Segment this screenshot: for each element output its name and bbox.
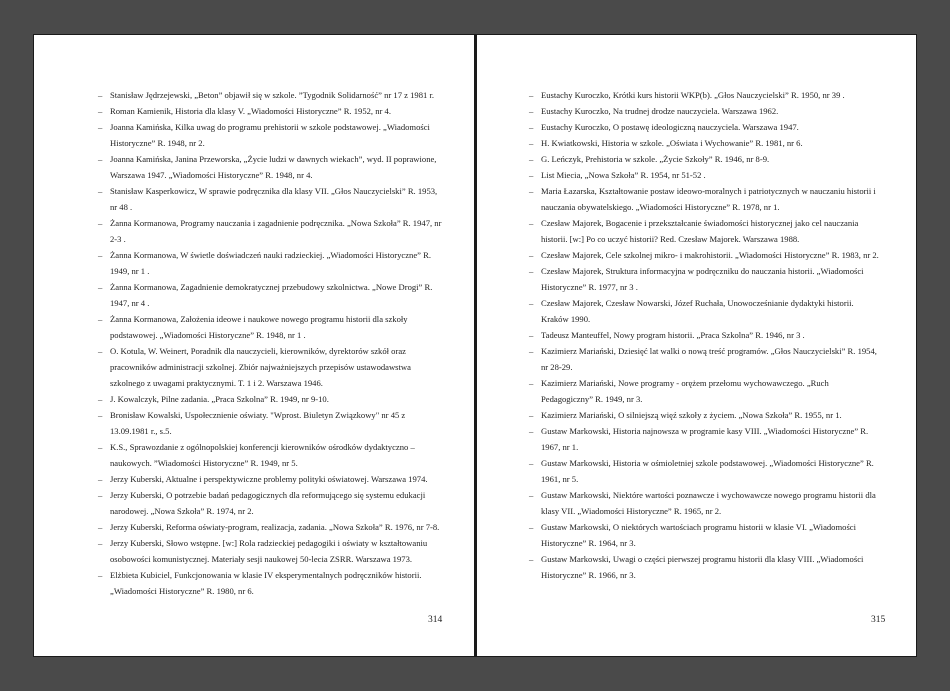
dash-bullet: –	[529, 106, 534, 116]
entry-text: Eustachy Kuroczko, Krótki kurs historii WKP(b). „Głos Nauczycielski” R. 1950, nr 39 .	[541, 90, 845, 100]
dash-bullet: –	[529, 426, 534, 436]
entry-text: O. Kotula, W. Weinert, Poradnik dla nauczycieli, kierowników, dyrektorów szkół oraz pracowników administracji szkolnej. Zbiór najważniejszych przepisów ustawodawstwa szkolnego z uwagami praktycznymi. T. 1 i 2. Warszawa 1946.	[110, 346, 411, 388]
bibliography-entry	[98, 247, 442, 279]
dash-bullet: –	[529, 170, 534, 180]
bibliography-entry	[98, 439, 442, 471]
dash-bullet: –	[529, 154, 534, 164]
entry-text: Jerzy Kuberski, O potrzebie badań pedagogicznych dla reformującego się systemu edukacji narodowej. „Nowa Szkoła” R. 1974, nr 2.	[110, 490, 426, 516]
bibliography-entry	[529, 407, 881, 423]
dash-bullet: –	[98, 394, 103, 404]
dash-bullet: –	[529, 90, 534, 100]
bibliography-entry	[98, 407, 442, 439]
bibliography-entry	[529, 551, 881, 583]
entry-text: G. Leńczyk, Prehistoria w szkole. „Życie Szkoły” R. 1946, nr 8-9.	[541, 154, 770, 164]
dash-bullet: –	[98, 154, 103, 164]
dash-bullet: –	[529, 346, 534, 356]
bibliography-entry	[529, 343, 881, 375]
dash-bullet: –	[98, 122, 103, 132]
dash-bullet: –	[529, 330, 534, 340]
bibliography-entry	[529, 487, 881, 519]
bibliography-entry	[529, 455, 881, 487]
entry-text: Joanna Kamińska, Janina Przeworska, „Życie ludzi w dawnych wiekach”, wyd. II poprawione, Warszawa 1947. „Wiadomości Historyczne” R. 1948, nr 4.	[110, 154, 437, 180]
bibliography-entry	[529, 519, 881, 551]
bibliography-entry	[98, 487, 442, 519]
dash-bullet: –	[529, 138, 534, 148]
dash-bullet: –	[529, 522, 534, 532]
dash-bullet: –	[529, 490, 534, 500]
dash-bullet: –	[98, 538, 103, 548]
entry-text: Tadeusz Manteuffel, Nowy program historii. „Praca Szkolna” R. 1946, nr 3 .	[541, 330, 805, 340]
entry-text: Gustaw Markowski, Uwagi o części pierwszej programu historii dla klasy VIII. „Wiadomości Historyczne” R. 1966, nr 3.	[541, 554, 864, 580]
entry-text: Czesław Majorek, Czesław Nowarski, Józef Ruchała, Unowocześnianie dydaktyki historii. Kraków 1990.	[541, 298, 854, 324]
bibliography-entry	[98, 183, 442, 215]
dash-bullet: –	[98, 410, 103, 420]
bibliography-entry	[98, 279, 442, 311]
bibliography-entry	[529, 295, 881, 327]
page-number-right: 315	[871, 615, 886, 625]
dash-bullet: –	[529, 122, 534, 132]
entry-text: Żanna Kormanowa, W świetle doświadczeń nauki radzieckiej. „Wiadomości Historyczne” R. 1949, nr 1 .	[110, 250, 432, 276]
dash-bullet: –	[98, 218, 103, 228]
entry-text: Kazimierz Mariański, O silniejszą więź szkoły z życiem. „Nowa Szkoła” R. 1955, nr 1.	[541, 410, 842, 420]
entry-text: Kazimierz Mariański, Nowe programy - orężem przełomu wychowawczego. „Ruch Pedagogiczny” R. 1949, nr 3.	[541, 378, 829, 404]
bibliography-entry	[98, 311, 442, 343]
bibliography-entry	[529, 183, 881, 215]
bibliography-entry	[529, 215, 881, 247]
entry-text: Kazimierz Mariański, Dziesięć lat walki o nową treść programów. „Głos Nauczycielski” R. 1954, nr 28-29.	[541, 346, 877, 372]
dash-bullet: –	[98, 90, 103, 100]
dash-bullet: –	[98, 314, 103, 324]
dash-bullet: –	[98, 442, 103, 452]
bibliography-list-left	[98, 87, 442, 599]
entry-text: Żanna Kormanowa, Założenia ideowe i naukowe nowego programu historii dla szkoły podstawowej. „Wiadomości Historyczne” R. 1948, nr 1 .	[110, 314, 408, 340]
bibliography-entry	[529, 87, 881, 103]
bibliography-entry	[98, 343, 442, 391]
entry-text: Jerzy Kuberski, Słowo wstępne. [w:] Rola radzieckiej pedagogiki i oświaty w kształtowaniu osobowości komunistycznej. Materiały sesji naukowej 50-lecia ZSRR. Warszawa 1973.	[110, 538, 428, 564]
dash-bullet: –	[529, 458, 534, 468]
entry-text: Żanna Kormanowa, Programy nauczania i zagadnienie podręcznika. „Nowa Szkoła” R. 1947, nr 2-3 .	[110, 218, 442, 244]
entry-text: List Miecia, „Nowa Szkoła” R. 1954, nr 51-52 .	[541, 170, 706, 180]
bibliography-entry	[98, 151, 442, 183]
bibliography-entry	[98, 391, 442, 407]
entry-text: Jerzy Kuberski, Aktualne i perspektywiczne problemy polityki oświatowej. Warszawa 1974.	[110, 474, 428, 484]
bibliography-entry	[98, 567, 442, 599]
entry-text: Stanisław Jędrzejewski, „Beton” objawił się w szkole. ”Tygodnik Solidarność” nr 17 z 1981 r.	[110, 90, 434, 100]
dash-bullet: –	[529, 298, 534, 308]
entry-text: Gustaw Markowski, Historia w ośmioletniej szkole podstawowej. „Wiadomości Historyczne” R. 1961, nr 5.	[541, 458, 874, 484]
bibliography-entry	[98, 87, 442, 103]
dash-bullet: –	[98, 346, 103, 356]
entry-text: Czesław Majorek, Struktura informacyjna w podręczniku do nauczania historii. „Wiadomości Historyczne” R. 1977, nr 3 .	[541, 266, 864, 292]
bibliography-list-right	[529, 87, 881, 583]
entry-text: Jerzy Kuberski, Reforma oświaty-program, realizacja, zadania. „Nowa Szkoła” R. 1976, nr 7-8.	[110, 522, 440, 532]
dash-bullet: –	[529, 250, 534, 260]
dash-bullet: –	[98, 186, 103, 196]
entry-text: Czesław Majorek, Cele szkolnej mikro- i makrohistorii. „Wiadomości Historyczne” R. 1983, nr 2.	[541, 250, 879, 260]
bibliography-entry	[529, 167, 881, 183]
dash-bullet: –	[529, 410, 534, 420]
bibliography-entry	[529, 375, 881, 407]
entry-text: Żanna Kormanowa, Zagadnienie demokratycznej przebudowy szkolnictwa. „Nowe Drogi” R. 1947, nr 4 .	[110, 282, 433, 308]
entry-text: Czesław Majorek, Bogacenie i przekształcanie świadomości historycznej jako cel nauczania historii. [w:] Po co uczyć historii? Red. Czesław Majorek. Warszawa 1988.	[541, 218, 859, 244]
right-page	[475, 34, 917, 657]
dash-bullet: –	[98, 570, 103, 580]
entry-text: Eustachy Kuroczko, Na trudnej drodze nauczyciela. Warszawa 1962.	[541, 106, 779, 116]
bibliography-entry	[529, 103, 881, 119]
bibliography-entry	[98, 103, 442, 119]
left-page	[33, 34, 475, 657]
dash-bullet: –	[529, 266, 534, 276]
bibliography-entry	[529, 247, 881, 263]
page-number-left: 314	[428, 615, 443, 625]
bibliography-entry	[98, 215, 442, 247]
dash-bullet: –	[98, 490, 103, 500]
dash-bullet: –	[98, 106, 103, 116]
dash-bullet: –	[98, 250, 103, 260]
entry-text: Bronisław Kowalski, Uspołecznienie oświaty. "Wprost. Biuletyn Związkowy" nr 45 z 13.09.1981 r., s.5.	[110, 410, 406, 436]
dash-bullet: –	[529, 554, 534, 564]
dash-bullet: –	[529, 186, 534, 196]
entry-text: J. Kowalczyk, Pilne zadania. „Praca Szkolna” R. 1949, nr 9-10.	[110, 394, 329, 404]
dash-bullet: –	[98, 474, 103, 484]
entry-text: Gustaw Markowski, Niektóre wartości poznawcze i wychowawcze nowego programu historii dla klasy VII. „Wiadomości Historyczne” R. 1965, nr 2.	[541, 490, 876, 516]
dash-bullet: –	[529, 378, 534, 388]
bibliography-entry	[98, 535, 442, 567]
dash-bullet: –	[98, 282, 103, 292]
bibliography-entry	[98, 119, 442, 151]
entry-text: Gustaw Markowski, Historia najnowsza w programie kasy VIII. „Wiadomości Historyczne” R. 1967, nr 1.	[541, 426, 869, 452]
dash-bullet: –	[529, 218, 534, 228]
bibliography-entry	[98, 471, 442, 487]
entry-text: H. Kwiatkowski, Historia w szkole. „Oświata i Wychowanie” R. 1981, nr 6.	[541, 138, 803, 148]
entry-text: Gustaw Markowski, O niektórych wartościach programu historii w klasie VI. „Wiadomości Historyczne” R. 1964, nr 3.	[541, 522, 857, 548]
bibliography-entry	[98, 519, 442, 535]
dash-bullet: –	[98, 522, 103, 532]
entry-text: K.S., Sprawozdanie z ogólnopolskiej konferencji kierowników ośrodków dydaktyczno – naukowych. ”Wiadomości Historyczne” R. 1949, nr 5.	[110, 442, 415, 468]
bibliography-entry	[529, 151, 881, 167]
entry-text: Stanisław Kasperkowicz, W sprawie podręcznika dla klasy VII. „Głos Nauczycielski” R. 1953, nr 48 .	[110, 186, 438, 212]
bibliography-entry	[529, 119, 881, 135]
entry-text: Joanna Kamińska, Kilka uwag do programu prehistorii w szkole podstawowej. „Wiadomości Historyczne” R. 1948, nr 2.	[110, 122, 430, 148]
bibliography-entry	[529, 327, 881, 343]
entry-text: Roman Kamienik, Historia dla klasy V. „Wiadomości Historyczne” R. 1952, nr 4.	[110, 106, 391, 116]
bibliography-entry	[529, 423, 881, 455]
entry-text: Maria Łazarska, Kształtowanie postaw ideowo-moralnych i patriotycznych w nauczaniu historii i nauczania obywatelskiego. „Wiadomości Historyczne” R. 1978, nr 1.	[541, 186, 876, 212]
bibliography-entry	[529, 135, 881, 151]
entry-text: Eustachy Kuroczko, O postawę ideologiczną nauczyciela. Warszawa 1947.	[541, 122, 799, 132]
bibliography-entry	[529, 263, 881, 295]
entry-text: Elżbieta Kubiciel, Funkcjonowania w klasie IV eksperymentalnych podręczników historii. „Wiadomości Historyczne” R. 1980, nr 6.	[110, 570, 422, 596]
